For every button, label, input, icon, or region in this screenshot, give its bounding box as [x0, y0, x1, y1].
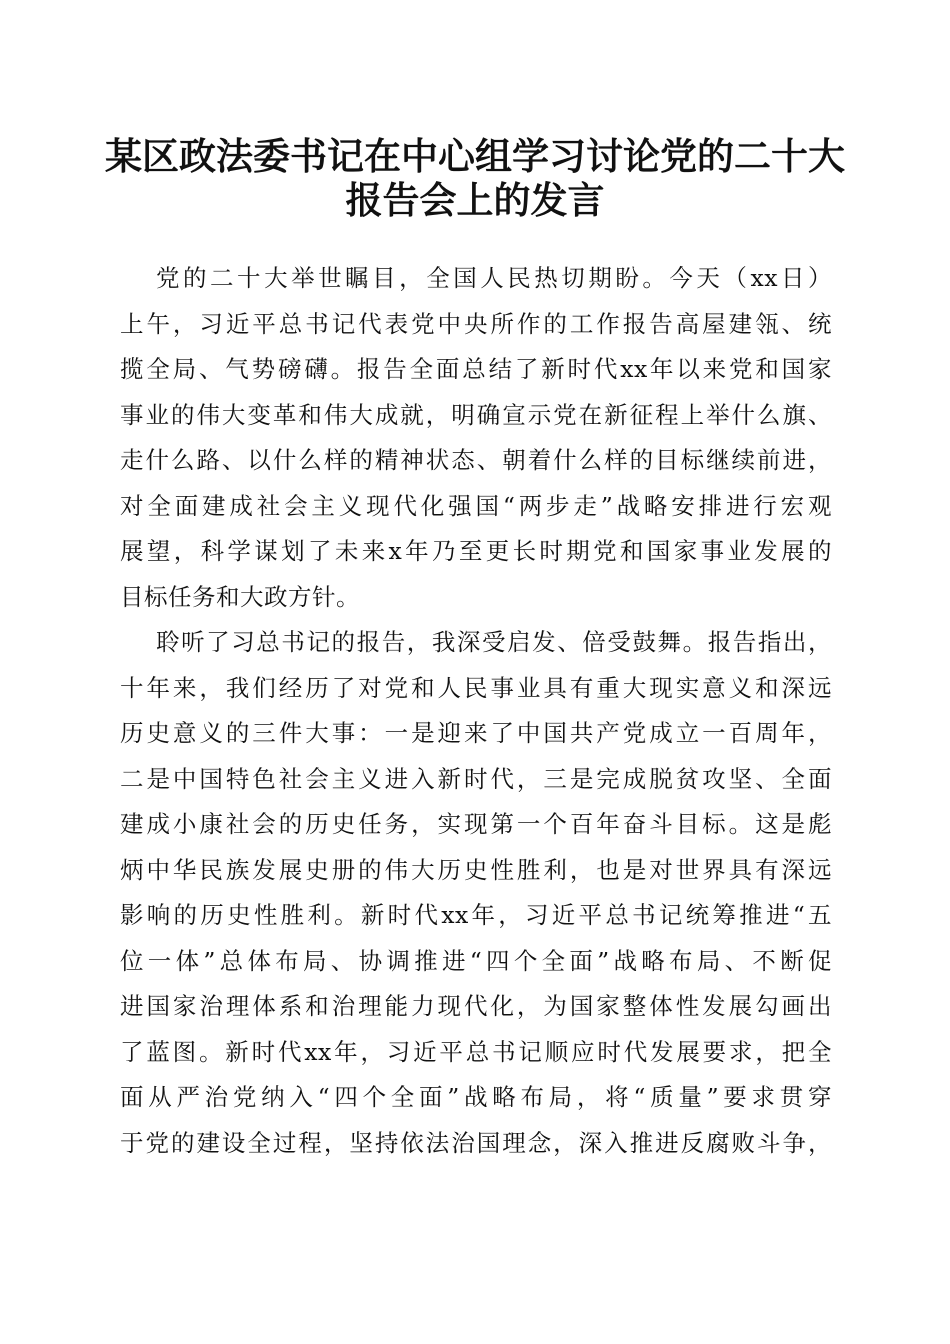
paragraph-1 [120, 256, 832, 620]
document-body [120, 256, 832, 1166]
text-line: 位一体”总体布局、协调推进“四个全面”战略布局、不断促 [120, 946, 832, 975]
text-line: 十年来，我们经历了对党和人民事业具有重大现实意义和深远 [120, 673, 832, 702]
text-line: 面从严治党纳入“四个全面”战略布局，将“质量”要求贯穿 [120, 1083, 832, 1111]
text-line: 展望，科学谋划了未来x年乃至更长时期党和国家事业发展的 [120, 537, 832, 565]
text-line: 目标任务和大政方针。 [120, 582, 360, 611]
document-title [100, 134, 850, 222]
text-line: 事业的伟大变革和伟大成就，明确宣示党在新征程上举什么旗、 [120, 400, 832, 429]
text-line: 二是中国特色社会主义进入新时代，三是完成脱贫攻坚、全面 [120, 764, 832, 793]
text-line: 建成小康社会的历史任务，实现第一个百年奋斗目标。这是彪 [120, 810, 832, 838]
text-line: 揽全局、气势磅礴。报告全面总结了新时代xx年以来党和国家 [120, 355, 832, 383]
title-line: 某区政法委书记在中心组学习讨论党的二十大 [105, 134, 845, 178]
text-line: 上午，习近平总书记代表党中央所作的工作报告高屋建瓴、统 [120, 309, 832, 338]
paragraph-2 [120, 620, 832, 1166]
text-line: 于党的建设全过程，坚持依法治国理念，深入推进反腐败斗争， [120, 1128, 832, 1157]
text-line: 炳中华民族发展史册的伟大历史性胜利，也是对世界具有深远 [120, 855, 832, 884]
text-line: 走什么路、以什么样的精神状态、朝着什么样的目标继续前进， [120, 446, 832, 474]
text-line: 了蓝图。新时代xx年，习近平总书记顺应时代发展要求，把全 [120, 1037, 832, 1066]
title-line: 报告会上的发言 [345, 178, 605, 222]
text-line: 影响的历史性胜利。新时代xx年，习近平总书记统筹推进“五 [120, 901, 832, 929]
text-line: 党的二十大举世瞩目，全国人民热切期盼。今天（xx日） [156, 264, 832, 292]
text-line: 对全面建成社会主义现代化强国“两步走”战略安排进行宏观 [120, 491, 832, 520]
text-line: 进国家治理体系和治理能力现代化，为国家整体性发展勾画出 [120, 992, 832, 1020]
text-line: 聆听了习总书记的报告，我深受启发、倍受鼓舞。报告指出， [156, 628, 832, 656]
text-line: 历史意义的三件大事：一是迎来了中国共产党成立一百周年， [120, 719, 832, 747]
